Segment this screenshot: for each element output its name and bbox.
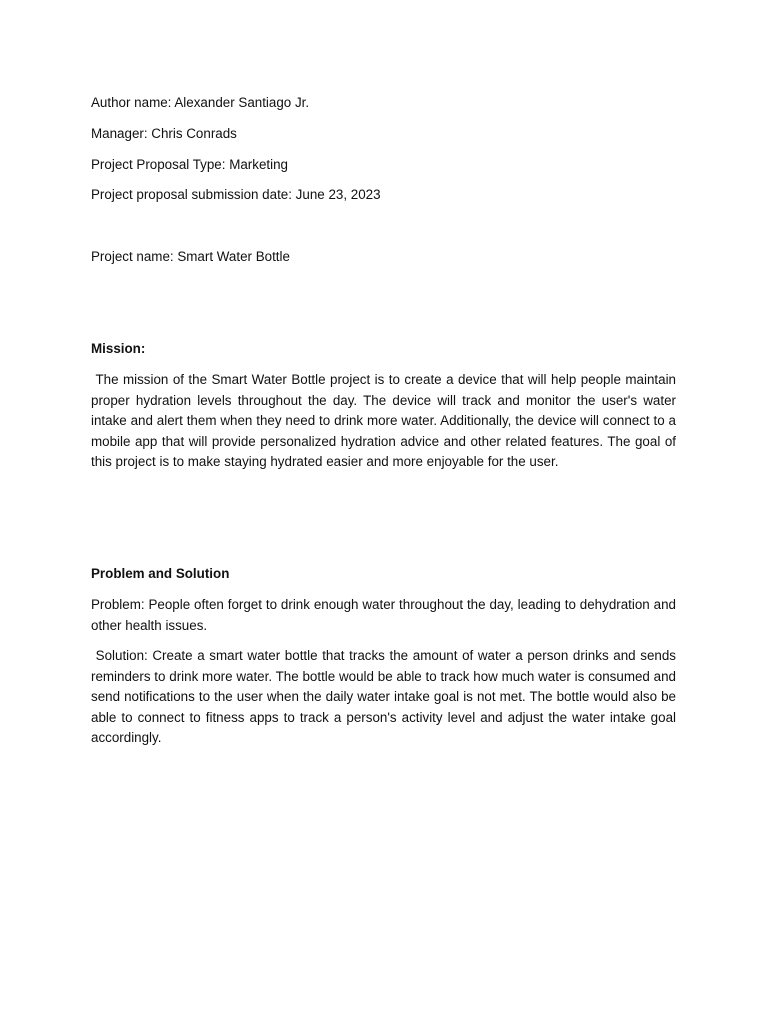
author-line: Author name: Alexander Santiago Jr.	[91, 95, 310, 110]
mission-heading: Mission:	[91, 341, 146, 356]
manager-line: Manager: Chris Conrads	[91, 126, 237, 141]
mission-paragraph: The mission of the Smart Water Bottle project is to create a device that will help people maintain proper hydration levels throughout the day. The device will track and monitor the user's water intake and alert them when they need to drink more water. Additionally, the device will connect to a mobile app that will provide personalized hydration advice and other related features. The goal of this project is to make staying hydrated easier and more enjoyable for the user.	[91, 372, 676, 469]
proposal-type-line: Project Proposal Type: Marketing	[91, 157, 288, 172]
problem-solution-heading: Problem and Solution	[91, 566, 230, 581]
submission-date-line: Project proposal submission date: June 23, 2023	[91, 187, 381, 202]
solution-paragraph: Solution: Create a smart water bottle that tracks the amount of water a person drinks and sends reminders to drink more water. The bottle would be able to track how much water is consumed and send notifications to the user when the daily water intake goal is not met. The bottle would also be able to connect to fitness apps to track a person's activity level and adjust the water intake goal accordingly.	[91, 648, 676, 745]
problem-paragraph: Problem: People often forget to drink enough water throughout the day, leading to dehydration and other health issues.	[91, 597, 676, 633]
project-name-line: Project name: Smart Water Bottle	[91, 249, 290, 264]
